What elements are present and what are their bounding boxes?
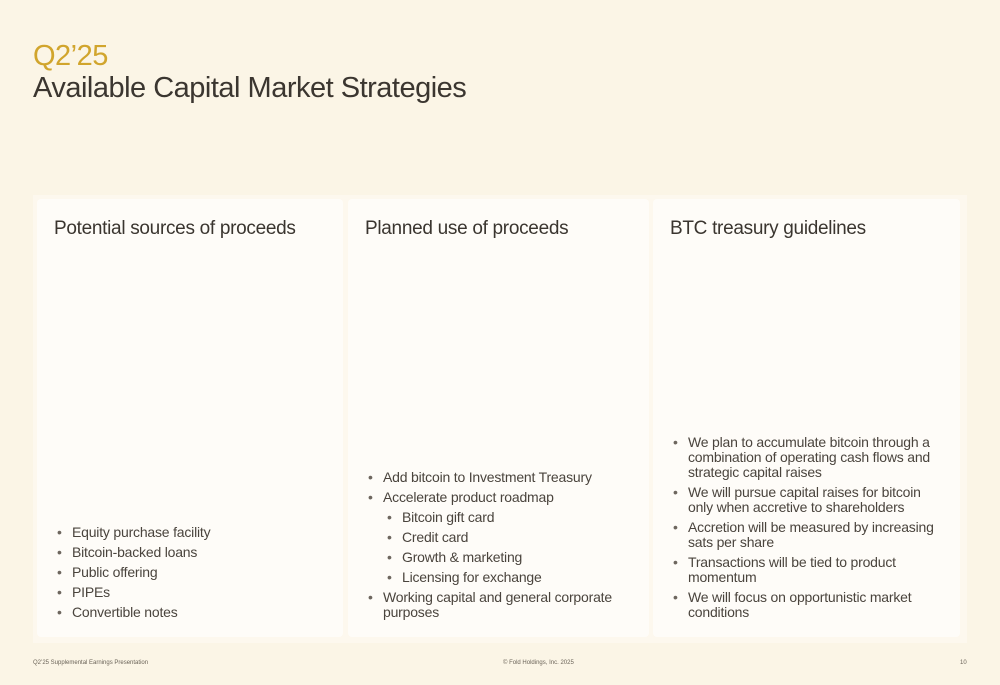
list-item: • We plan to accumulate bitcoin through a combination of operating cash flows and strategic capital raises bbox=[670, 435, 945, 480]
list-item: • Add bitcoin to Investment Treasury bbox=[365, 470, 634, 485]
sub-list-item: • Growth & marketing bbox=[384, 550, 634, 565]
sub-list-item: • Bitcoin gift card bbox=[384, 510, 634, 525]
sources-card bbox=[37, 199, 343, 637]
list-item: • We will pursue capital raises for bitcoin only when accretive to shareholders bbox=[670, 485, 945, 515]
list-item: • Bitcoin-backed loans bbox=[54, 545, 328, 560]
page-header bbox=[33, 40, 466, 104]
list-item: • We will focus on opportunistic market conditions bbox=[670, 590, 945, 620]
uses-list bbox=[365, 470, 634, 620]
list-item: • Transactions will be tied to product momentum bbox=[670, 555, 945, 585]
sub-list-item: • Licensing for exchange bbox=[384, 570, 634, 585]
guidelines-title: BTC treasury guidelines bbox=[670, 218, 866, 239]
footer-presentation-label: Q2’25 Supplemental Earnings Presentation bbox=[33, 660, 149, 666]
sources-title: Potential sources of proceeds bbox=[54, 218, 296, 239]
sub-list-item: • Credit card bbox=[384, 530, 634, 545]
uses-title: Planned use of proceeds bbox=[365, 218, 569, 239]
page-number: 10 bbox=[960, 660, 967, 666]
list-item: • Working capital and general corporate purposes bbox=[365, 590, 634, 620]
page-title: Available Capital Market Strategies bbox=[33, 72, 467, 104]
list-item: • Accelerate product roadmap bbox=[365, 490, 634, 505]
footer-copyright: © Fold Holdings, Inc. 2025 bbox=[503, 660, 574, 666]
list-item: • Equity purchase facility bbox=[54, 525, 328, 540]
list-item: • Public offering bbox=[54, 565, 328, 580]
list-item: • Accretion will be measured by increasing sats per share bbox=[670, 520, 945, 550]
strategy-panel bbox=[33, 195, 967, 643]
quarter-label: Q2’25 bbox=[33, 40, 108, 72]
list-item: • Convertible notes bbox=[54, 605, 328, 620]
guidelines-card bbox=[653, 199, 960, 637]
list-item: • PIPEs bbox=[54, 585, 328, 600]
guidelines-list bbox=[670, 435, 945, 620]
uses-card bbox=[348, 199, 649, 637]
sources-list bbox=[54, 525, 328, 620]
